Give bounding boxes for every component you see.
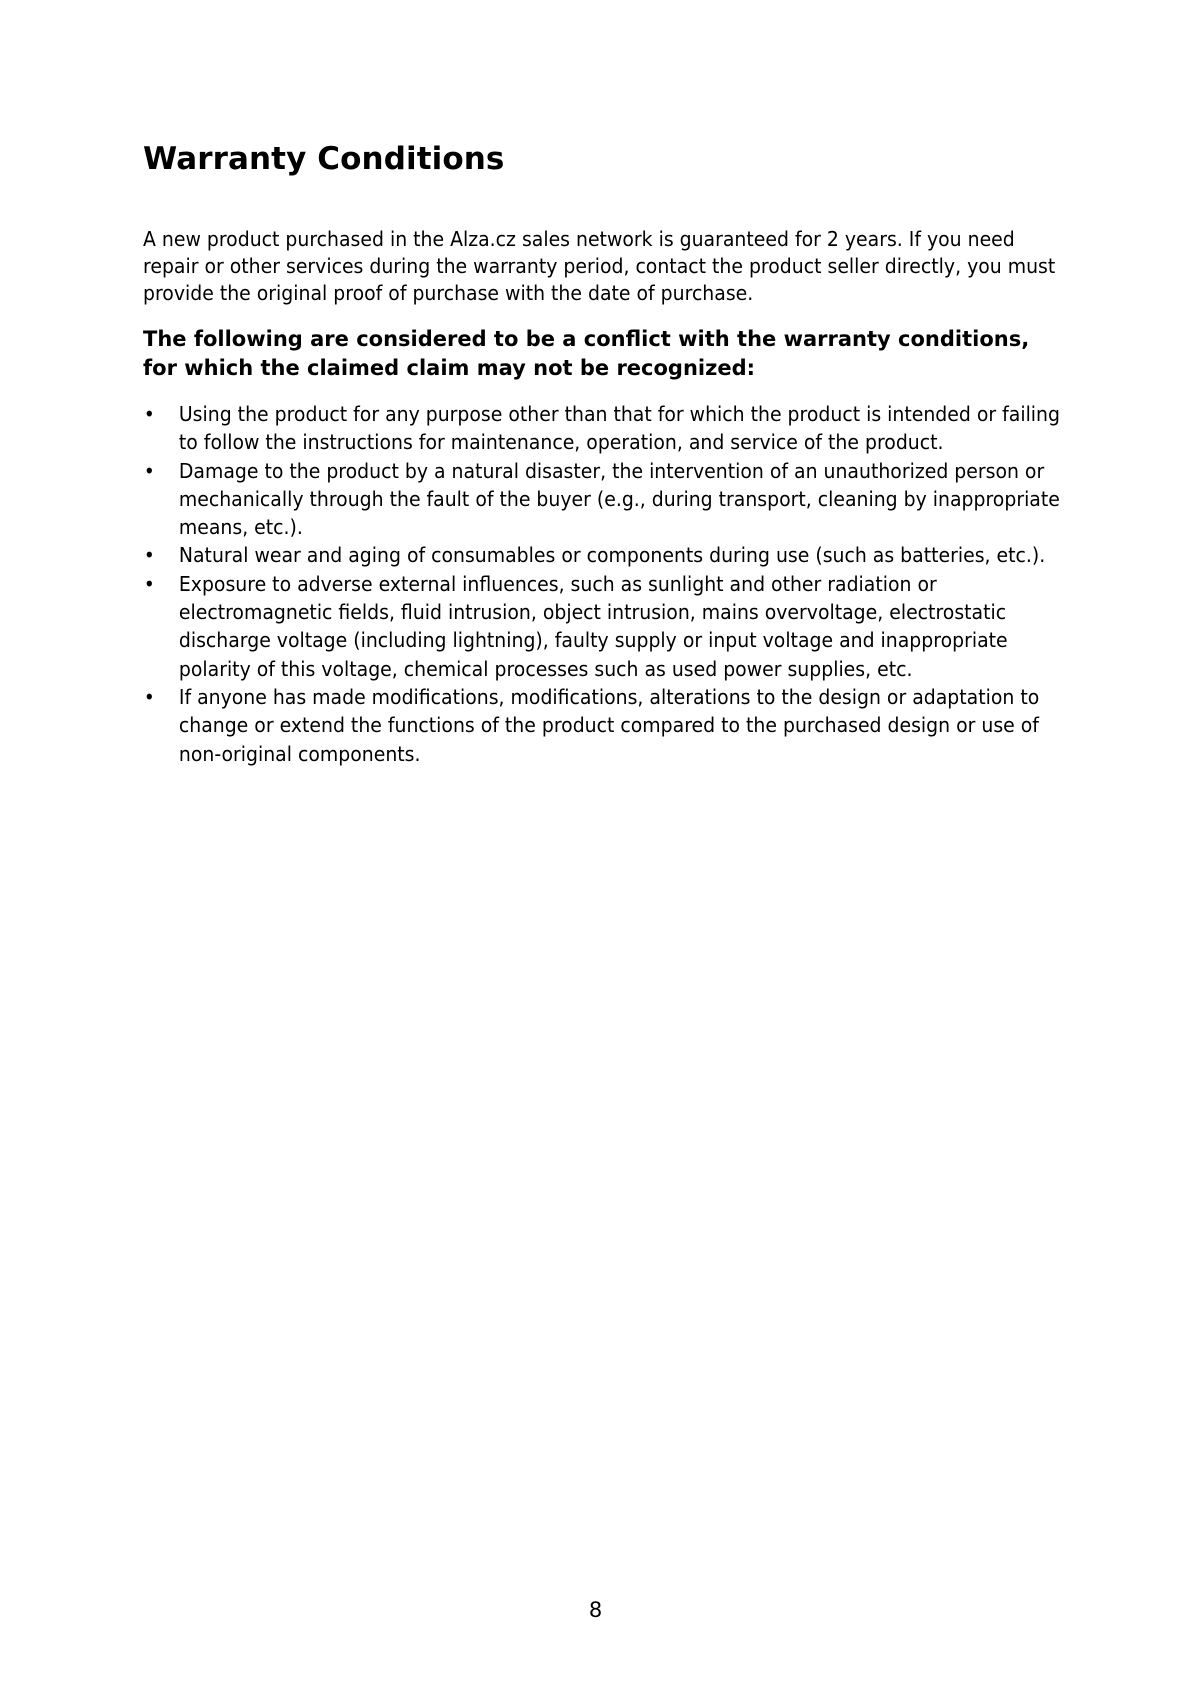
bullet-icon: • <box>143 458 155 483</box>
list-item-text: If anyone has made modifications, modifications, alterations to the design or adaptation to change or extend the functions of the product compared to the purchased design or use of non-original components. <box>178 684 1040 766</box>
list-item <box>143 457 1063 542</box>
list-item <box>143 541 1063 569</box>
list-item-text: Natural wear and aging of consumables or components during use (such as batteries, etc.). <box>178 543 1046 568</box>
bullet-icon: • <box>143 571 155 596</box>
list-item-text: Using the product for any purpose other than that for which the product is intended or failing to follow the instructions for maintenance, operation, and service of the product. <box>178 402 1060 455</box>
page-title: Warranty Conditions <box>143 141 505 177</box>
conditions-list <box>143 400 1063 768</box>
list-item <box>143 683 1063 768</box>
bullet-icon: • <box>143 684 155 709</box>
bullet-icon: • <box>143 402 155 426</box>
bullet-icon: • <box>143 543 155 568</box>
list-item-text: Damage to the product by a natural disaster, the intervention of an unauthorized person or mechanically through the fault of the buyer (e.g., during transport, cleaning by inappropriate means, etc.). <box>178 458 1060 540</box>
list-item <box>143 570 1063 683</box>
list-item-text: Exposure to adverse external influences, such as sunlight and other radiation or electromagnetic fields, fluid intrusion, object intrusion, mains overvoltage, electrostatic discharge voltage (including lightning), faulty supply or input voltage and inappropriate polarity of this voltage, chemical processes such as used power supplies, etc. <box>178 571 1008 681</box>
intro-paragraph: A new product purchased in the Alza.cz sales network is guaranteed for 2 years. If you need repair or other services during the warranty period, contact the product seller directly, you must provide the original proof of purchase with the date of purchase. <box>143 227 1056 305</box>
conflict-heading: The following are considered to be a conflict with the warranty conditions, for which the claimed claim may not be recognized: <box>143 327 1030 380</box>
list-item <box>143 400 1063 457</box>
page-number: 8 <box>588 1598 603 1622</box>
